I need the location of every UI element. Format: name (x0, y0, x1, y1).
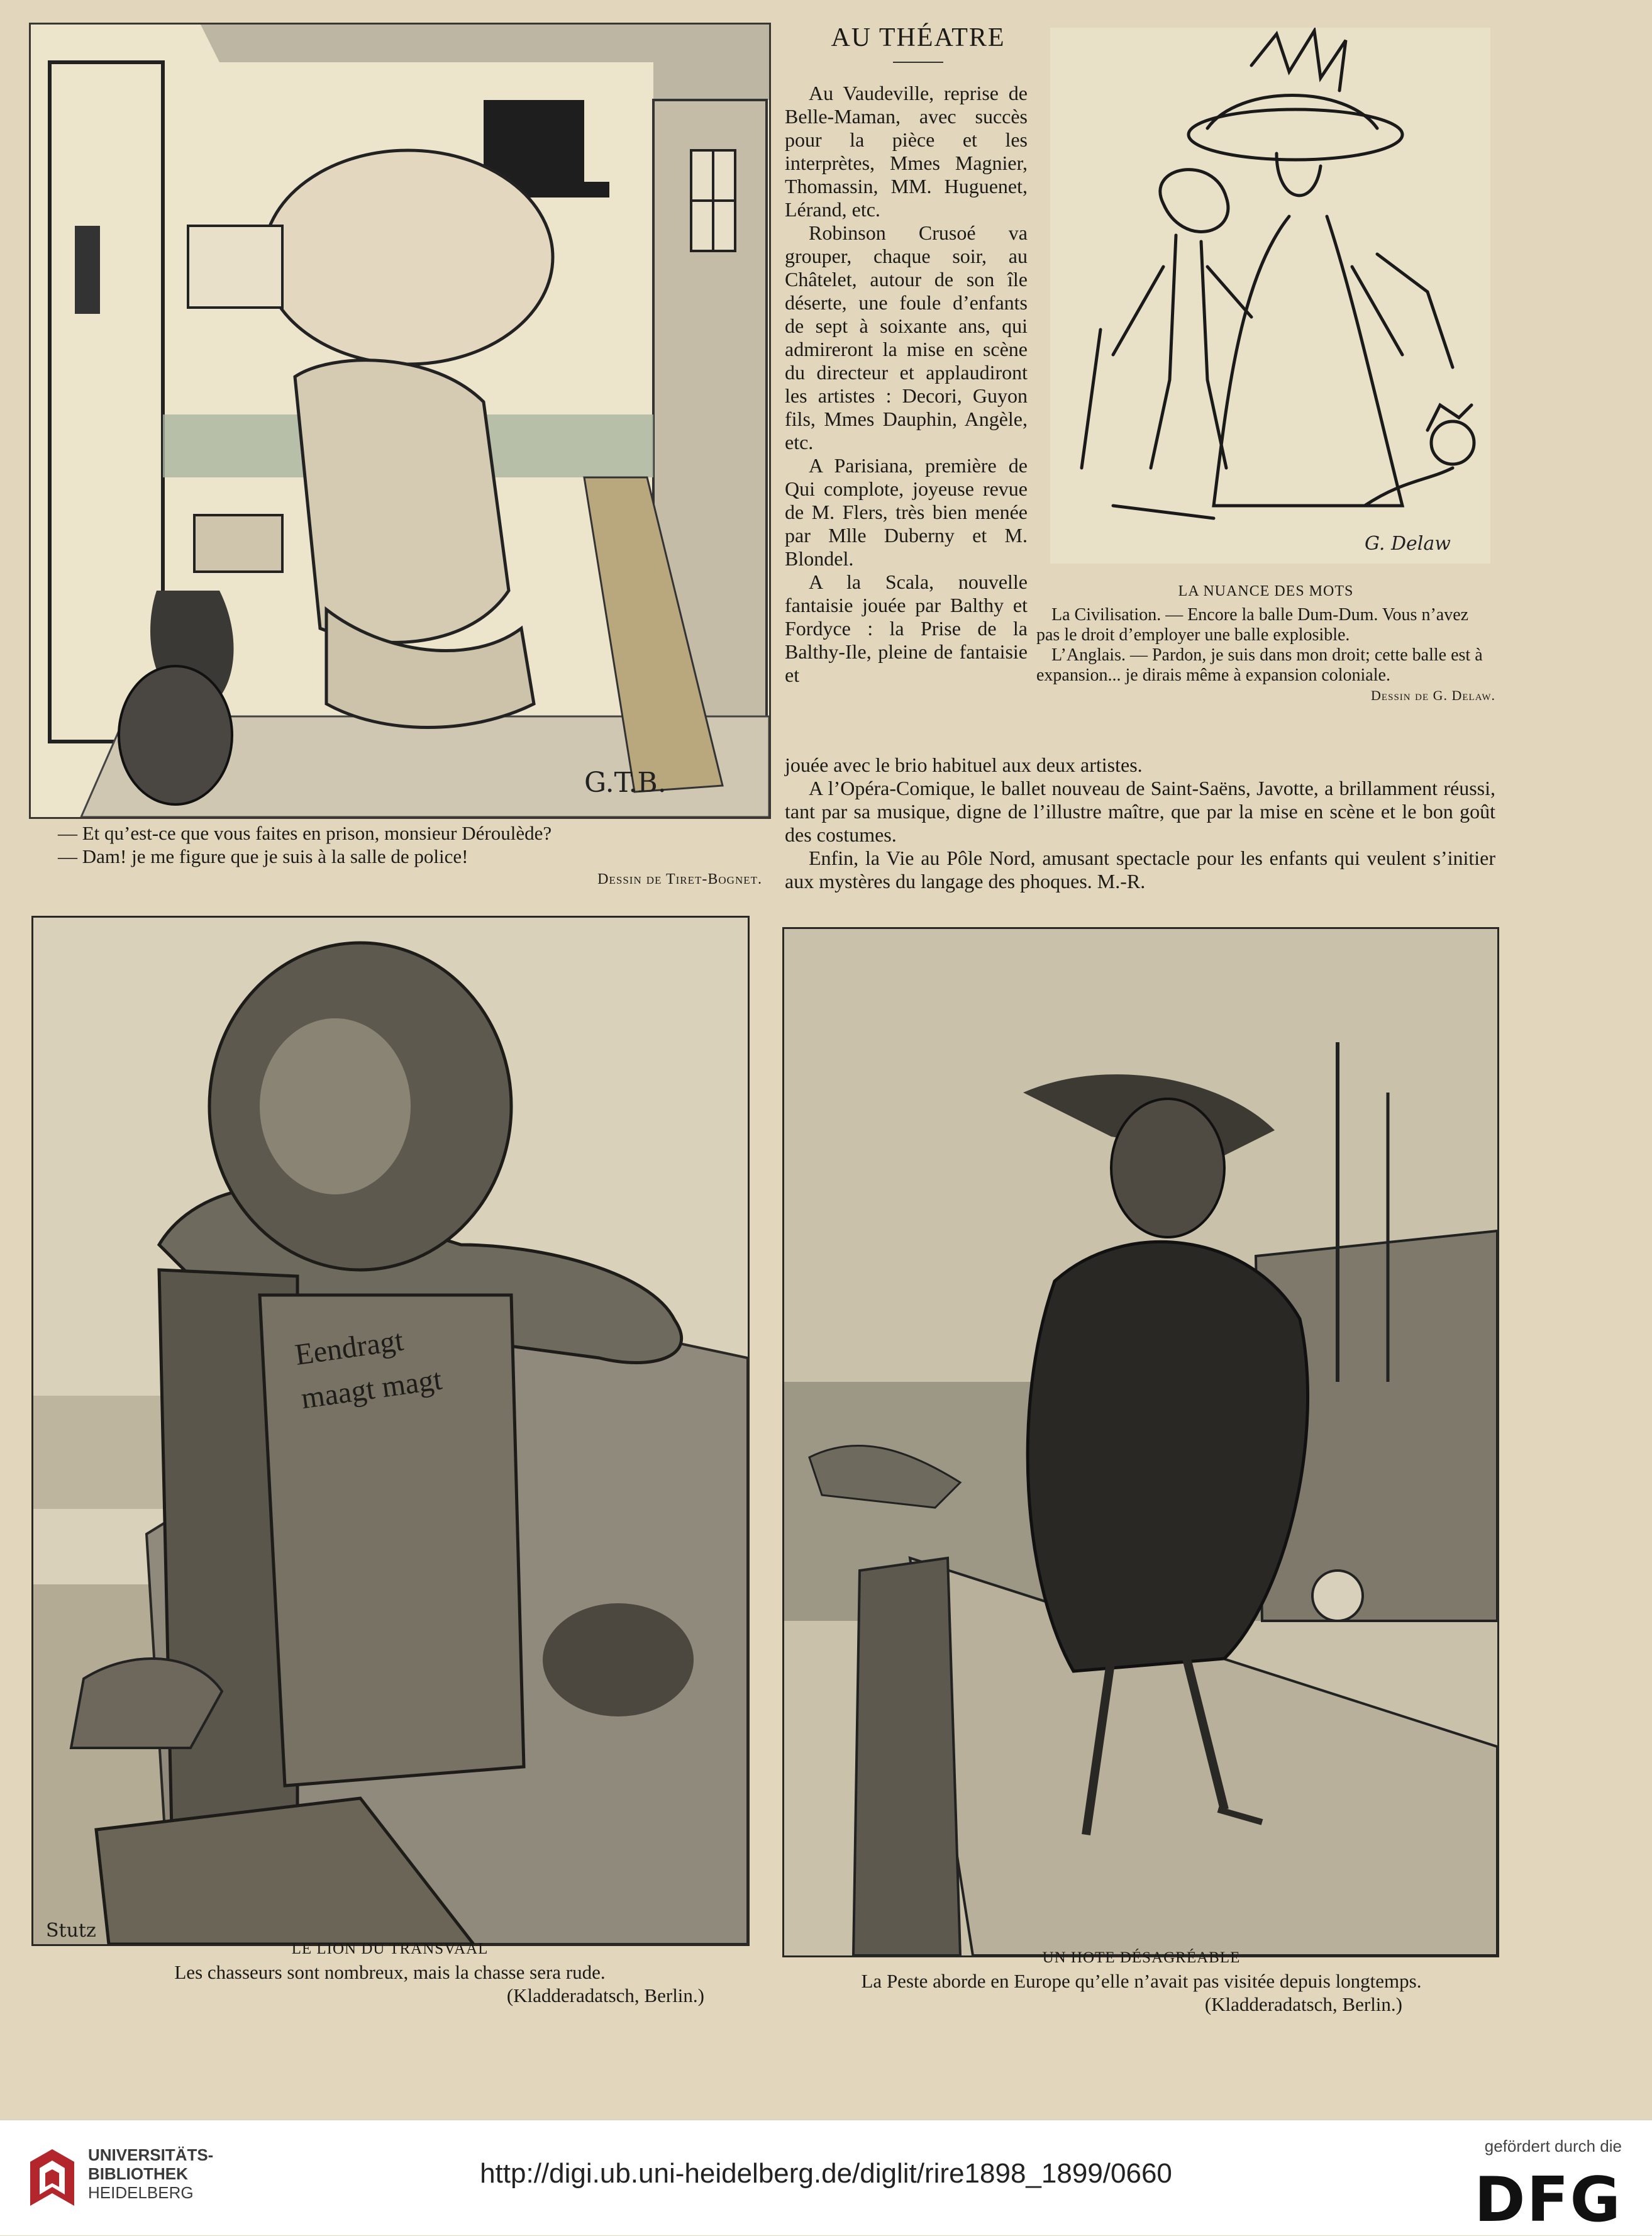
article-paragraph-chatelet: Robinson Crusoé va grouper, chaque soir, au Châtelet, autour de son île déserte, une foule d’enfants de sept à soixante ans, qui admireront la mise en scène du directeur et applaudiront les artistes : Decori, Guyon fils, Mmes Dauphin, Angèle, etc. (785, 221, 1028, 453)
nuance-cartoon-drawing (1050, 28, 1490, 564)
plague-line: La Peste aborde en Europe qu’elle n’avait pas visitée depuis longtemps. (861, 1970, 1422, 1992)
article-paragraph-vaudeville: Au Vaudeville, reprise de Belle-Maman, avec succès pour la pièce et les interprètes, Mmes Magnier, Thomassin, MM. Huguenet, Lérand, etc. (785, 82, 1028, 221)
article-paragraph-parisiana: A Parisiana, première de Qui complote, joyeuse revue de M. Flers, très bien menée par Mlle Duberny et M. Blondel. (785, 454, 1028, 570)
nuance-line-anglais: L’Anglais. — Pardon, je suis dans mon droit; cette balle est à expansion... je dirais même à expansion coloniale. (1036, 645, 1483, 685)
source-url[interactable]: http://digi.ub.uni-heidelberg.de/diglit/rire1898_1899/0660 (480, 2158, 1172, 2189)
lion-cartoon (31, 916, 750, 1946)
svg-text:Stutz: Stutz (46, 1920, 96, 1942)
nuance-caption (1036, 581, 1495, 706)
article-continuation (785, 754, 1495, 893)
funded-by-label: gefördert durch die (1484, 2137, 1622, 2155)
university-name-line-2: BIBLIOTHEK (88, 2164, 188, 2183)
prison-cartoon-drawing (31, 25, 769, 817)
prison-caption-line-1: — Et qu’est-ce que vous faites en prison, monsieur Déroulède? (58, 822, 552, 844)
nuance-cartoon (1050, 28, 1490, 564)
plague-source: (Kladderadatsch, Berlin.) (1204, 1993, 1402, 2015)
article-title: AU THÉATRE (831, 23, 1006, 52)
nuance-line-civilisation: La Civilisation. — Encore la balle Dum-Dum. Vous n’avez pas le droit d’employer une balle explosible. (1036, 605, 1469, 645)
plague-caption (786, 1946, 1497, 2016)
stone-inscription: Eendragt maagt magt (292, 1323, 445, 1416)
lion-title: LE LION DU TRANSVAAL (291, 1940, 489, 1957)
plague-cartoon (782, 927, 1499, 1957)
lion-source: (Kladderadatsch, Berlin.) (506, 1984, 704, 2006)
prison-cartoon-caption (58, 821, 762, 891)
article-paragraph-opera: A l’Opéra-Comique, le ballet nouveau de Saint-Saëns, Javotte, a brillamment réussi, tant par sa musique, digne de l’illustre maître, que par la mise en scène et le bon goût des costumes. (785, 777, 1495, 846)
article-paragraph-scala: A la Scala, nouvelle fantaisie jouée par Balthy et Fordyce : la Prise de la Balthy-Ile, pleine de fantaisie et (785, 570, 1028, 686)
svg-text:G.T.B.: G.T.B. (584, 767, 667, 799)
article-paragraph-pole-nord: Enfin, la Vie au Pôle Nord, amusant spectacle pour les enfants qui veulent s’initier aux mystères du langage des phoques. M.-R. (785, 847, 1495, 893)
plague-cartoon-drawing (784, 929, 1497, 1955)
article-title-rule (893, 62, 943, 63)
article-column (785, 82, 1028, 687)
lion-cartoon-drawing (33, 918, 748, 1944)
prison-caption-line-2: — Dam! je me figure que je suis à la salle de police! (58, 845, 468, 867)
nuance-title: LA NUANCE DES MOTS (1178, 583, 1354, 599)
lion-caption (38, 1937, 742, 2007)
dfg-logo: DFG (1474, 2164, 1622, 2236)
footer-bar (0, 2120, 1652, 2235)
article-paragraph-scala-end: jouée avec le brio habituel aux deux artistes. (785, 754, 1143, 776)
nuance-credit: Dessin de G. Delaw. (1371, 687, 1495, 703)
prison-cartoon-credit: Dessin de Tiret-Bognet. (597, 871, 762, 887)
university-name-line-1: UNIVERSITÄTS- (88, 2145, 214, 2164)
nuance-signature: G. Delaw (1365, 533, 1451, 555)
lion-line: Les chasseurs sont nombreux, mais la chasse sera rude. (174, 1961, 606, 1983)
plague-title: UN HOTE DÉSAGRÉABLE (1042, 1949, 1241, 1966)
prison-cartoon (29, 23, 771, 819)
university-name-line-3: HEIDELBERG (88, 2183, 194, 2202)
